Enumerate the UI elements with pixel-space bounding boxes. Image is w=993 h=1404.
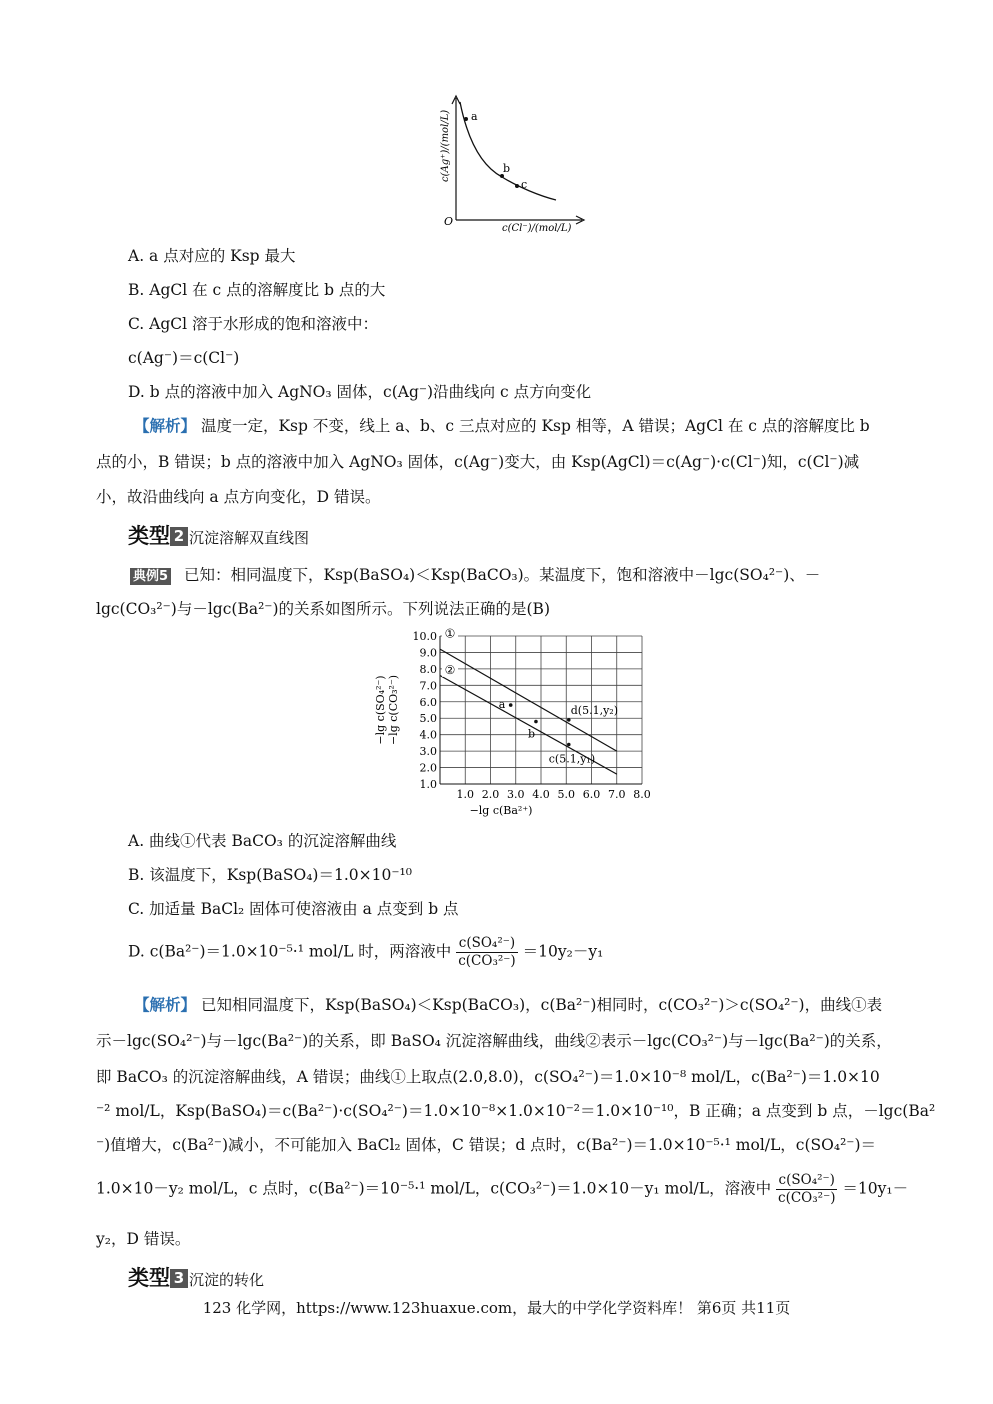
fraction-numerator: c(SO₄²⁻) — [776, 1172, 837, 1190]
type3-number: 3 — [170, 1269, 188, 1288]
analysis2-line5: ⁻)值增大，c(Ba²⁻)减小，不可能加入 BaCl₂ 固体，C 错误；d 点时，c(Ba²⁻)＝1.0×10⁻⁵·¹ mol/L，c(SO₄²⁻)＝ — [96, 1136, 877, 1154]
analysis2-line1 — [134, 994, 882, 1016]
q5-option-d — [128, 935, 603, 970]
annotation-point — [567, 743, 571, 747]
analysis2-fraction — [776, 1172, 837, 1207]
q4-option-d: D. b 点的溶液中加入 AgNO₃ 固体，c(Ag⁻)沿曲线向 c 点方向变化 — [128, 383, 592, 401]
y-tick-label: 9.0 — [419, 646, 437, 660]
y-tick-label: 4.0 — [419, 728, 437, 742]
q5-option-d-fraction — [456, 935, 517, 970]
x-tick-label: 4.0 — [532, 788, 550, 801]
y-tick-label: 7.0 — [419, 679, 437, 693]
analysis2-line2: 示－lgc(SO₄²⁻)与－lgc(Ba²⁻)的关系，即 BaSO₄ 沉淀溶解曲线，曲线②表示－lgc(CO₃²⁻)与－lgc(Ba²⁻)的关系， — [96, 1032, 892, 1050]
y-tick-label: 2.0 — [419, 761, 437, 775]
dual-line-chart — [360, 626, 660, 826]
q5-option-d-post: ＝10y₂－y₁ — [522, 942, 604, 961]
y-tick-label: 3.0 — [419, 745, 437, 759]
analysis2-line6-post: ＝10y₁－ — [842, 1179, 909, 1198]
type2-title: 沉淀溶解双直线图 — [189, 529, 310, 547]
x-tick-label: 8.0 — [633, 788, 651, 801]
annotation-point — [567, 718, 571, 722]
annotation-point — [534, 720, 538, 724]
y-tick-label: 1.0 — [419, 778, 437, 791]
q5-option-d-pre: D. c(Ba²⁻)＝1.0×10⁻⁵·¹ mol/L 时，两溶液中 — [128, 942, 452, 961]
q4-option-b: B. AgCl 在 c 点的溶解度比 b 点的大 — [128, 281, 386, 299]
type3-heading — [128, 1262, 264, 1292]
analysis2-line4: ⁻² mol/L，Ksp(BaSO₄)＝c(Ba²⁻)·c(SO₄²⁻)＝1.0×10⁻⁸×1.0×10⁻²＝1.0×10⁻¹⁰，B 正确；a 点变到 b 点，－lgc(Ba² — [96, 1102, 936, 1120]
y-axis-label-1: −lg c(SO₄²⁻) — [374, 675, 387, 745]
x-tick-label: 6.0 — [582, 788, 601, 801]
fraction-denominator: c(CO₃²⁻) — [778, 1190, 836, 1206]
example5-line1 — [130, 564, 820, 586]
point-a — [464, 117, 468, 121]
series-label-2: ② — [444, 662, 456, 677]
type2-number: 2 — [170, 527, 188, 546]
x-tick-label: 1.0 — [456, 788, 474, 801]
annotation-label: a — [498, 698, 506, 712]
analysis2-line7: y₂，D 错误。 — [96, 1230, 191, 1248]
point-b-label: b — [503, 162, 511, 175]
analysis1-text1: 温度一定，Ksp 不变，线上 a、b、c 三点对应的 Ksp 相等，A 错误；AgCl 在 c 点的溶解度比 b — [200, 417, 870, 435]
series-label-1: ① — [444, 626, 456, 641]
analysis1-line3: 小，故沿曲线向 a 点方向变化，D 错误。 — [96, 488, 381, 506]
y-tick-label: 8.0 — [419, 662, 437, 676]
x-axis-label: −lg c(Ba²⁺) — [469, 804, 533, 817]
x-tick-label: 2.0 — [481, 788, 500, 801]
annotation-label: c(5.1,y₁) — [548, 752, 596, 766]
point-a-label: a — [471, 110, 478, 123]
q4-option-c: C. AgCl 溶于水形成的饱和溶液中： — [128, 315, 379, 333]
q5-option-b: B. 该温度下，Ksp(BaSO₄)＝1.0×10⁻¹⁰ — [128, 866, 412, 884]
annotation-label: b — [527, 727, 535, 741]
analysis2-line3: 即 BaCO₃ 的沉淀溶解曲线，A 错误；曲线①上取点(2.0,8.0)，c(SO₄²⁻)＝1.0×10⁻⁸ mol/L，c(Ba²⁻)＝1.0×10 — [96, 1068, 880, 1086]
analysis1-line1 — [134, 415, 870, 437]
annotation-point — [509, 703, 513, 707]
agcl-curve-figure — [430, 92, 590, 237]
q5-option-c: C. 加适量 BaCl₂ 固体可使溶液由 a 点变到 b 点 — [128, 900, 459, 918]
y-tick-label: 5.0 — [419, 712, 437, 726]
x-tick-label: 3.0 — [507, 788, 525, 801]
analysis2-text1: 已知相同温度下，Ksp(BaSO₄)＜Ksp(BaCO₃)，c(Ba²⁻)相同时，c(CO₃²⁻)＞c(SO₄²⁻)，曲线①表 — [200, 996, 883, 1014]
x-tick-label: 7.0 — [608, 788, 626, 801]
q5-option-a: A. 曲线①代表 BaCO₃ 的沉淀溶解曲线 — [128, 832, 397, 850]
analysis1-tag: 【解析】 — [134, 416, 197, 435]
analysis2-line6-pre: 1.0×10－y₂ mol/L，c 点时，c(Ba²⁻)＝10⁻⁵·¹ mol/L，c(CO₃²⁻)＝1.0×10－y₁ mol/L，溶液中 — [96, 1179, 772, 1198]
q4-option-c-equation: c(Ag⁻)＝c(Cl⁻) — [128, 349, 240, 367]
type3-prefix: 类型 — [128, 1266, 170, 1290]
type2-prefix: 类型 — [128, 524, 170, 548]
fraction-denominator: c(CO₃²⁻) — [458, 953, 516, 969]
q4-option-a: A. a 点对应的 Ksp 最大 — [128, 247, 296, 265]
x-axis-label: c(Cl⁻)/(mol/L) — [502, 223, 572, 234]
analysis2-tag: 【解析】 — [134, 995, 197, 1014]
type2-heading — [128, 520, 309, 550]
analysis1-line2: 点的小，B 错误；b 点的溶液中加入 AgNO₃ 固体，c(Ag⁻)变大，由 Ksp(AgCl)＝c(Ag⁻)·c(Cl⁻)知，c(Cl⁻)减 — [96, 453, 860, 471]
type3-title: 沉淀的转化 — [189, 1271, 265, 1289]
point-c-label: c — [521, 178, 528, 191]
y-axis-label-2: −lg c(CO₃²⁻) — [387, 674, 400, 746]
x-tick-label: 5.0 — [557, 788, 575, 801]
annotation-label: d(5.1,y₂) — [570, 703, 619, 717]
analysis2-line6 — [96, 1172, 908, 1207]
example5-badge: 典例5 — [130, 568, 171, 585]
y-axis-label: c(Ag⁺)/(mol/L) — [440, 109, 451, 182]
fraction-numerator: c(SO₄²⁻) — [456, 935, 517, 953]
example5-line2: lgc(CO₃²⁻)与－lgc(Ba²⁻)的关系如图所示。下列说法正确的是(B) — [96, 600, 550, 618]
y-tick-label: 6.0 — [419, 695, 437, 709]
page-footer: 123 化学网，https://www.123huaxue.com，最大的中学化学资料库！ 第6页 共11页 — [202, 1299, 791, 1317]
point-c — [515, 184, 519, 188]
origin-label: O — [444, 215, 454, 228]
example5-text1: 已知：相同温度下，Ksp(BaSO₄)＜Ksp(BaCO₃)。某温度下，饱和溶液中－lgc(SO₄²⁻)、－ — [183, 566, 821, 584]
y-tick-label: 10.0 — [412, 630, 437, 643]
